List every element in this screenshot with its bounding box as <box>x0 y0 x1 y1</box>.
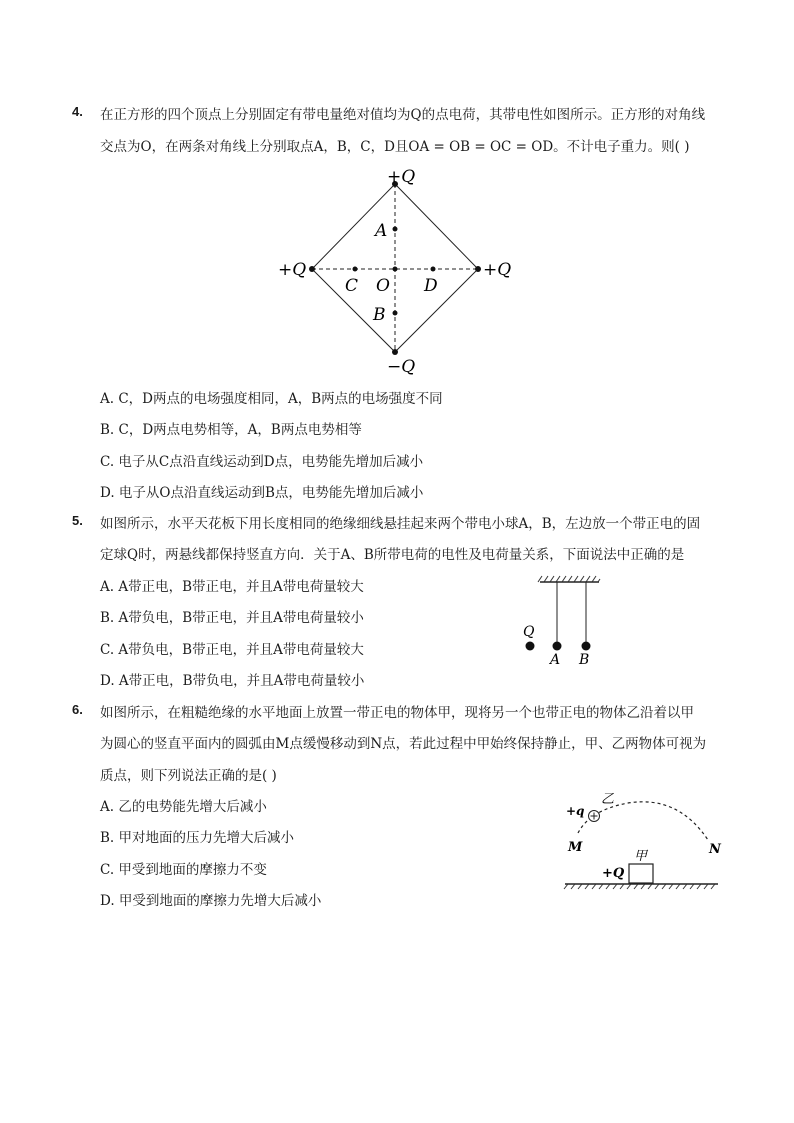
question-number: 5. <box>72 513 83 528</box>
option-b: B. 甲对地面的压力先增大后减小 <box>100 830 295 846</box>
label-O: O <box>376 276 390 296</box>
label-C: C <box>345 276 359 296</box>
arc-charges-figure <box>560 785 725 895</box>
question-text-line: 如图所示，水平天花板下用长度相同的绝缘细线悬挂起来两个带电小球A，B，左边放一个带正电的固 <box>100 516 701 532</box>
label-top-charge: +Q <box>387 167 416 187</box>
label-bottom-charge: −Q <box>387 357 416 377</box>
option-a: A. A带正电，B带正电，并且A带电荷量较大 <box>100 579 364 595</box>
option-c: C. 电子从C点沿直线运动到D点，电势能先增加后减小 <box>100 454 424 470</box>
question-text-line: 质点，则下列说法正确的是( ) <box>100 768 277 784</box>
option-c: C. 甲受到地面的摩擦力不变 <box>100 862 267 878</box>
label-right-charge: +Q <box>483 260 512 280</box>
square-charges-figure <box>270 160 520 380</box>
option-a: A. 乙的电势能先增大后减小 <box>100 799 267 815</box>
question-number: 6. <box>72 702 83 717</box>
question-text-line: 定球Q时，两悬线都保持竖直方向．关于A、B所带电荷的电性及电荷量关系，下面说法中正确的是 <box>100 547 685 563</box>
option-b: B. A带负电，B带正电，并且A带电荷量较小 <box>100 610 364 626</box>
label-plus-Q: +Q <box>602 866 625 881</box>
label-B: B <box>579 652 590 668</box>
label-Q: Q <box>523 624 535 640</box>
label-left-charge: +Q <box>278 260 307 280</box>
option-b: B. C，D两点电势相等，A，B两点电势相等 <box>100 422 362 438</box>
label-A: A <box>550 652 561 668</box>
label-B: B <box>373 305 386 325</box>
question-text-line: 如图所示，在粗糙绝缘的水平地面上放置一带正电的物体甲，现将另一个也带正电的物体乙沿着以甲 <box>100 705 694 721</box>
label-N: N <box>709 842 721 857</box>
label-D: D <box>424 276 438 296</box>
hanging-balls-figure <box>510 570 620 670</box>
question-text-line: 为圆心的竖直平面内的圆弧由M点缓慢移动到N点，若此过程中甲始终保持静止，甲、乙两物体可视为 <box>100 736 707 752</box>
question-number: 4. <box>72 104 83 119</box>
option-c: C. A带负电，B带正电，并且A带电荷量较大 <box>100 642 364 658</box>
question-text-line: 在正方形的四个顶点上分别固定有带电量绝对值均为Q的点电荷，其带电性如图所示。正方形的对角线 <box>100 107 706 123</box>
label-yi: 乙 <box>601 792 615 807</box>
option-d: D. 电子从O点沿直线运动到B点，电势能先增加后减小 <box>100 485 424 501</box>
label-A: A <box>375 221 388 241</box>
label-M: M <box>568 840 583 855</box>
option-d: D. 甲受到地面的摩擦力先增大后减小 <box>100 893 322 909</box>
label-plus-q: +q <box>566 804 585 818</box>
option-d: D. A带正电，B带负电，并且A带电荷量较小 <box>100 673 365 689</box>
label-jia: 甲 <box>634 849 648 864</box>
option-a: A. C，D两点的电场强度相同，A，B两点的电场强度不同 <box>100 391 443 407</box>
question-text-line: 交点为O，在两条对角线上分别取点A，B，C，D且OA = OB = OC = OD。不计电子重力。则( ) <box>100 139 690 155</box>
